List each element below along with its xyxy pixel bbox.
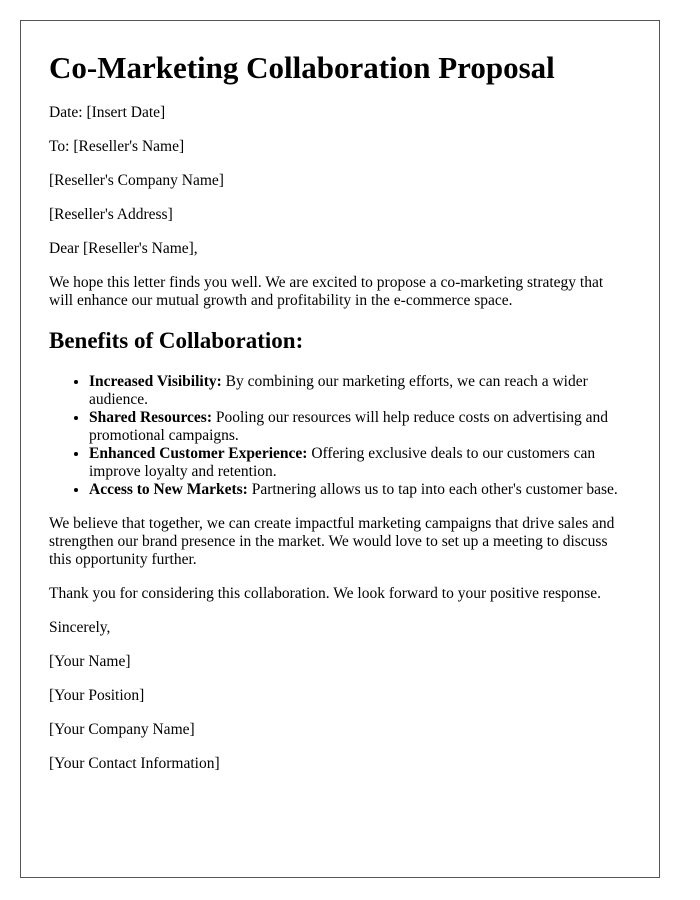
date-line: Date: [Insert Date] [49, 104, 166, 121]
sender-contact: [Your Contact Information] [49, 755, 220, 772]
letter-title: Co-Marketing Collaboration Proposal [49, 50, 555, 85]
list-item [89, 481, 631, 499]
benefit-label: Enhanced Customer Experience: [89, 445, 308, 462]
benefit-label: Access to New Markets: [89, 481, 248, 498]
benefit-text: Partnering allows us to tap into each other's customer base. [247, 481, 618, 498]
list-item [89, 409, 631, 445]
benefits-list [49, 373, 631, 499]
recipient-company-line: [Reseller's Company Name] [49, 172, 224, 189]
list-item [89, 373, 631, 409]
benefit-label: Shared Resources: [89, 409, 212, 426]
recipient-address-line: [Reseller's Address] [49, 206, 173, 223]
benefit-text: Offering exclusive deals to our customers can improve loyalty and retention. [89, 445, 596, 480]
body-paragraph: We believe that together, we can create impactful marketing campaigns that drive sales and strengthen our brand presence in the market. We would love to set up a meeting to discuss this opportunity further. [49, 515, 615, 568]
benefit-text: Pooling our resources will help reduce costs on advertising and promotional campaigns. [89, 409, 609, 444]
thanks-paragraph: Thank you for considering this collaboration. We look forward to your positive response. [49, 585, 602, 602]
sender-company: [Your Company Name] [49, 721, 195, 738]
intro-paragraph: We hope this letter finds you well. We are excited to propose a co-marketing strategy that will enhance our mutual growth and profitability in the e-commerce space. [49, 274, 604, 309]
sender-position: [Your Position] [49, 687, 145, 704]
benefits-heading: Benefits of Collaboration: [49, 328, 304, 353]
benefit-text: By combining our marketing efforts, we can reach a wider audience. [89, 373, 588, 408]
list-item [89, 445, 631, 481]
sender-name: [Your Name] [49, 653, 131, 670]
letter-page [20, 20, 660, 878]
recipient-line: To: [Reseller's Name] [49, 138, 185, 155]
salutation: Dear [Reseller's Name], [49, 240, 198, 257]
benefit-label: Increased Visibility: [89, 373, 222, 390]
sign-off: Sincerely, [49, 619, 111, 636]
